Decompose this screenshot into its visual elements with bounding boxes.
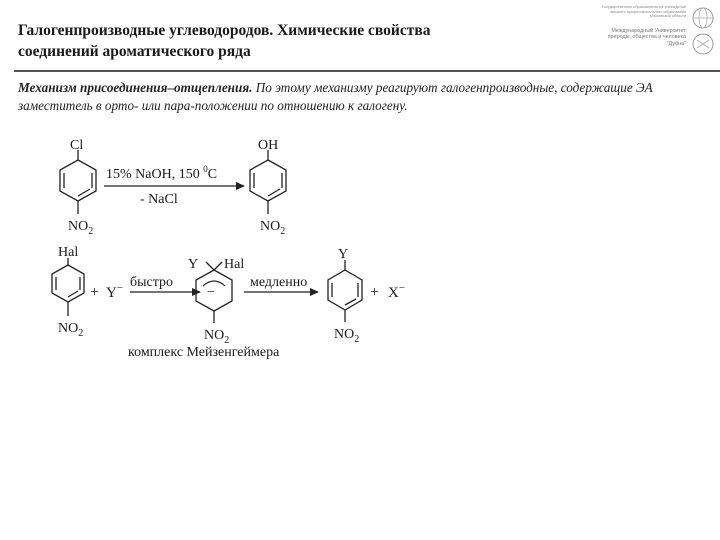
step-1-label: быстро <box>130 275 174 290</box>
logo-univ-line: природы, общества и человека <box>607 34 686 41</box>
complex-charge: − <box>207 285 215 300</box>
logo-org-line: высшего профессионального образования <box>610 9 686 14</box>
complex-name: комплекс Мейзенгеймера <box>128 345 280 360</box>
intro-text: По этому механизму реагируют галогенпроизводные, содержащие ЭА заместитель в орто- или пара-положении по отношению к галогену. <box>18 80 653 113</box>
title-line-2: соединений ароматического ряда <box>18 43 251 60</box>
product-2-substituent-bottom: $NO_2$ <box>334 327 360 345</box>
plus-sign-2: + <box>370 284 380 301</box>
leaving-group: X− <box>388 282 406 301</box>
logo-univ-line: Международный Университет <box>611 28 686 34</box>
product-2-substituent-top: Y <box>338 247 349 262</box>
step-2-label: медленно <box>250 275 308 290</box>
benzene-ring-product-2 <box>328 260 362 322</box>
logo-org-line: Государственное образовательное учреждение <box>601 5 686 9</box>
nucleophile: Y− <box>106 282 124 301</box>
intro-lead: Механизм присоединения–отщепления. <box>18 80 253 95</box>
reaction-2 <box>52 245 405 360</box>
logo-univ-line: "Дубна" <box>666 40 686 47</box>
complex-substituent-left: Y <box>188 257 199 272</box>
reactant-1-substituent-top: Cl <box>70 138 84 153</box>
benzene-ring-product-1 <box>250 150 286 214</box>
product-1-substituent-bottom: $NO_2$ <box>260 219 286 237</box>
reaction-1 <box>60 138 286 237</box>
product-1-substituent-top: OH <box>258 138 279 153</box>
logo-org-line: Московской области <box>649 14 686 19</box>
reactant-2-substituent-top: Hal <box>58 245 79 260</box>
reactant-1-substituent-bottom: $NO_2$ <box>68 219 94 237</box>
complex-substituent-bottom: $NO_2$ <box>204 328 230 346</box>
benzene-ring-reactant-1 <box>60 150 96 214</box>
complex-substituent-right: Hal <box>224 257 245 272</box>
reaction-1-conditions: 15% NaOH, 150 $^0$C <box>106 164 218 182</box>
reactant-2-substituent-bottom: $NO_2$ <box>58 321 84 339</box>
reaction-1-byproduct: - NaCl <box>140 192 178 207</box>
title-line-1: Галогенпроизводные углеводородов. Химические свойства <box>18 22 431 39</box>
benzene-ring-reactant-2 <box>52 258 84 316</box>
plus-sign-1: + <box>90 284 100 301</box>
